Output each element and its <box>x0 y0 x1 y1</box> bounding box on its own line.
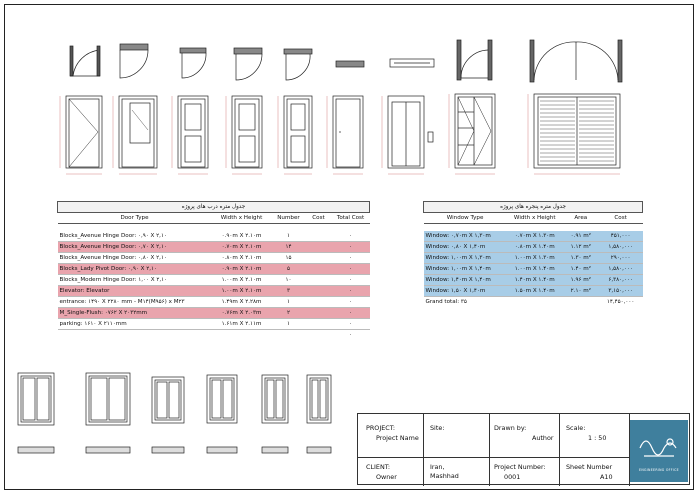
door-size: ۰.۹۰m X ۲.۱۰m <box>212 264 272 275</box>
door-type: Blocks_Avenue Hinge Door: ۰,۸۰ X ۲,۱۰ <box>58 253 212 264</box>
window-type: Window: ۱,۰۰m X ۱,۴۰m <box>424 264 507 275</box>
table-row <box>424 231 643 242</box>
window-grand-total-cost: ۱۴,۴۵۰,۰۰۰ <box>606 299 635 305</box>
door-number: ۱۰ <box>272 275 306 286</box>
window-cost: ۲۹۰,۰۰۰ <box>599 253 643 264</box>
window-schedule-title: جدول متره پنجره های پروژه <box>424 202 643 213</box>
door-total: ۰ <box>332 242 370 253</box>
door-schedule <box>57 201 370 340</box>
window-schedule-header <box>424 213 643 224</box>
door-schedule-footer <box>58 330 370 341</box>
header-width-height: Width x Height <box>212 213 272 224</box>
door-total: ۰ <box>332 275 370 286</box>
door-cost <box>306 297 332 308</box>
table-row <box>58 319 370 330</box>
window-area: ۲.۱۰ m² <box>563 286 599 297</box>
project-label: PROJECT: <box>366 424 396 432</box>
door-schedule-header <box>58 213 370 224</box>
door-total: ۰ <box>332 286 370 297</box>
site-value-line2: Mashhad <box>430 472 459 480</box>
table-row <box>424 286 643 297</box>
window-type: Window: ۱,۴۰m X ۱,۴۰m <box>424 275 507 286</box>
door-type: entrance: ۱۴۹۰ X ۲۲۸۰ mm - M۱۴(M۹۵۶) x M۲۳ <box>58 297 212 308</box>
door-cost <box>306 308 332 319</box>
door-size: ۱.۶۱m X ۲.۱۱m <box>212 319 272 330</box>
table-row <box>58 286 370 297</box>
project-number-label: Project Number: <box>494 463 546 471</box>
drawn-by-value: Author <box>532 434 554 442</box>
project-name: Project Name <box>376 434 419 442</box>
door-type: Blocks_Avenue Hinge Door: ۰,۹۰ X ۲,۱۰ <box>58 231 212 242</box>
door-number: ۱۴ <box>272 242 306 253</box>
door-size: ۰.۹۰m X ۲.۱۰m <box>212 231 272 242</box>
door-cost <box>306 231 332 242</box>
window-cost: ۶,۳۸۰,۰۰۰ <box>599 275 643 286</box>
table-row <box>424 264 643 275</box>
sheet-number-label: Sheet Number <box>566 463 613 471</box>
table-row <box>58 253 370 264</box>
scale-label: Scale: <box>566 424 586 432</box>
header-cost: Cost <box>306 213 332 224</box>
window-cost: ۳,۱۵۰,۰۰۰ <box>599 286 643 297</box>
window-area: ۱.۳۰ m² <box>563 253 599 264</box>
door-size: ۱.۴۹m X ۲.۲۸m <box>212 297 272 308</box>
door-cost <box>306 286 332 297</box>
door-number: ۱ <box>272 319 306 330</box>
client-value: Owner <box>376 473 397 481</box>
header-width-height: Width x Height <box>507 213 563 224</box>
window-type: Window: ۱,۵۰ X ۱,۴۰m <box>424 286 507 297</box>
window-size: ۱.۰۰m X ۱.۳۰m <box>507 253 563 264</box>
architecture-office-logo-icon <box>630 420 688 482</box>
table-row <box>58 264 370 275</box>
door-number: ۱۵ <box>272 253 306 264</box>
door-size: ۱.۰۰m X ۲.۱۰m <box>212 286 272 297</box>
window-size: ۱.۵۰m X ۱.۴۰m <box>507 286 563 297</box>
door-elevations <box>60 94 620 174</box>
door-plan-symbols <box>70 40 622 82</box>
window-area: ۱.۱۲ m² <box>563 242 599 253</box>
door-total: ۰ <box>332 308 370 319</box>
door-total: ۰ <box>332 253 370 264</box>
table-row <box>58 275 370 286</box>
door-type: Blocks_Avenue Hinge Door: ۰,۷۰ X ۲,۱۰ <box>58 242 212 253</box>
site-value-line1: Iran, <box>430 463 445 471</box>
header-area: Area <box>563 213 599 224</box>
door-type: M_Single-Flush: ۰۷۶۲ X ۲۰۳۲mm <box>58 308 212 319</box>
door-number: ۱ <box>272 231 306 242</box>
door-total: ۰ <box>332 231 370 242</box>
window-cost: ۴۵۱,۰۰۰ <box>599 231 643 242</box>
door-total: ۰ <box>332 319 370 330</box>
door-cost <box>306 319 332 330</box>
window-size: ۱.۴۰m X ۱.۴۰m <box>507 275 563 286</box>
door-total: ۰ <box>332 297 370 308</box>
window-schedule-footer <box>424 297 643 308</box>
door-size: ۱.۰۰m X ۲.۱۰m <box>212 275 272 286</box>
header-door-type: Door Type <box>58 213 212 224</box>
window-size: ۰.۸۰m X ۱.۴۰m <box>507 242 563 253</box>
table-row <box>58 231 370 242</box>
door-type: Blocks_Modern Hinge Door: ۱,۰۰ X ۲,۱۰ <box>58 275 212 286</box>
window-area: ۰.۹۱ m² <box>563 231 599 242</box>
door-type: Elevator: Elevator <box>58 286 212 297</box>
header-window-type: Window Type <box>424 213 507 224</box>
window-size: ۱.۰۰m X ۱.۴۰m <box>507 264 563 275</box>
window-cost: ۱,۵۸۰,۰۰۰ <box>599 264 643 275</box>
window-cost: ۱,۵۸۰,۰۰۰ <box>599 242 643 253</box>
drawn-by-label: Drawn by: <box>494 424 527 432</box>
door-number: ۳ <box>272 286 306 297</box>
table-row <box>424 275 643 286</box>
scale-value: 1 : 50 <box>588 434 607 442</box>
table-row <box>58 297 370 308</box>
door-size: ۰.۷۶m X ۲.۰۳m <box>212 308 272 319</box>
window-area: ۱.۹۶ m² <box>563 275 599 286</box>
site-label: Site: <box>430 424 445 432</box>
door-type: Blocks_Lady Pivot Door: ۰,۹۰ X ۲,۱۰ <box>58 264 212 275</box>
door-number: ۲ <box>272 308 306 319</box>
door-size: ۰.۸۰m X ۲.۱۰m <box>212 253 272 264</box>
window-type: Window: ۰,۸۰ X ۱,۴۰m <box>424 242 507 253</box>
logo-text: ENGINEERING OFFICE <box>639 468 679 472</box>
header-total-cost: Total Cost <box>332 213 370 224</box>
door-schedule-title: جدول متره درب های پروژه <box>58 202 370 213</box>
window-type: Window: ۱,۰۰m X ۱,۳۰m <box>424 253 507 264</box>
window-type: Window: ۰,۷۰m X ۱,۳۰m <box>424 231 507 242</box>
table-row <box>58 242 370 253</box>
door-number: ۵ <box>272 264 306 275</box>
door-total: ۰ <box>332 264 370 275</box>
table-row <box>424 253 643 264</box>
table-row <box>424 242 643 253</box>
window-grand-total-label: Grand total: ۳۵ <box>425 299 467 305</box>
door-size: ۰.۷۰m X ۲.۱۰m <box>212 242 272 253</box>
header-cost: Cost <box>599 213 643 224</box>
window-size: ۰.۷۰m X ۱.۳۰m <box>507 231 563 242</box>
door-cost <box>306 275 332 286</box>
window-schedule <box>423 201 643 307</box>
door-cost <box>306 253 332 264</box>
window-area: ۱.۴۰ m² <box>563 264 599 275</box>
door-type: parking: ۱۶۱۰ X ۲۱۱۰mm <box>58 319 212 330</box>
door-cost <box>306 242 332 253</box>
window-elevations <box>18 373 331 453</box>
header-number: Number <box>272 213 306 224</box>
table-row <box>58 308 370 319</box>
sheet-number-value: A10 <box>600 473 613 481</box>
door-footer-total: ۰ <box>348 332 352 338</box>
door-cost <box>306 264 332 275</box>
project-number-value: 0001 <box>504 473 521 481</box>
client-label: CLIENT: <box>366 463 391 471</box>
door-number: ۱ <box>272 297 306 308</box>
